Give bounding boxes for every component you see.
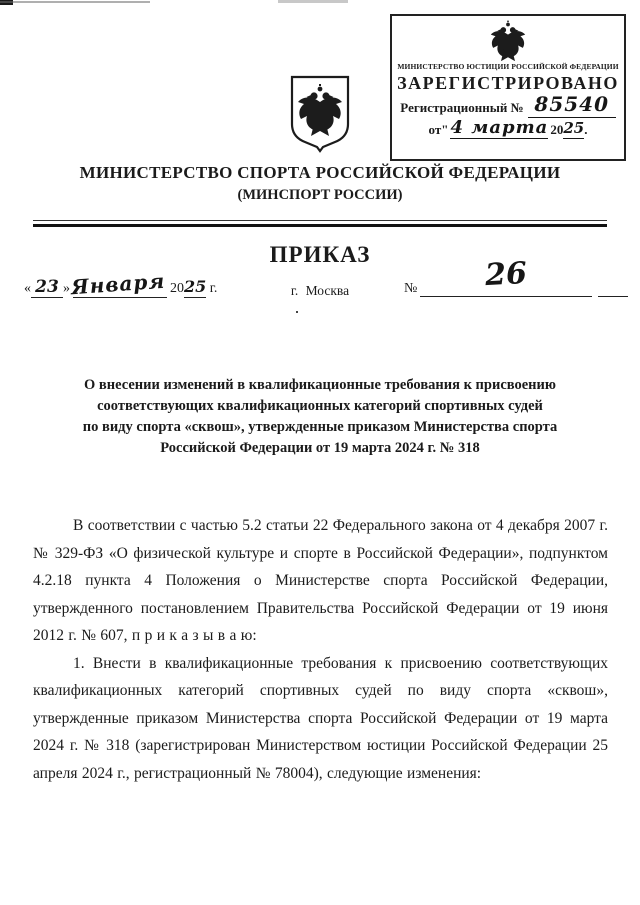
header-divider <box>33 220 607 227</box>
scan-artifact-dot <box>296 311 298 313</box>
date-quote-open: « <box>24 281 31 296</box>
stamp-registered-label: ЗАРЕГИСТРИРОВАНО <box>397 73 619 93</box>
stamp-registration-number-row <box>400 94 615 118</box>
letterhead <box>33 163 607 204</box>
ministry-short-name: (МИНСПОРТ РОССИИ) <box>237 187 403 203</box>
stamp-year-value: 25 <box>563 119 585 137</box>
number-value: 26 <box>484 255 529 294</box>
number-field-extra <box>598 279 628 297</box>
date-month-value: Января <box>70 268 166 300</box>
justice-eagle-icon <box>485 19 531 61</box>
body-paragraph-2: 1. Внести в квалификационные требования к присвоению соответствующих квалификационных категорий спортивных судей по виду спорта «сквош», утвержденные приказом Министерства спорта Российской Федерации от 19 марта 2024 г. № 318 (зарегистрирован Министерством юстиции Российской Федерации 25 апреля 2024 г., регистрационный № 78004), следующие изменения: <box>33 654 608 782</box>
stamp-quote-mark: " <box>441 122 449 137</box>
stamp-registration-number-label: Регистрационный № <box>400 100 524 115</box>
order-number <box>404 255 628 297</box>
stamp-year-prefix: 20 <box>550 122 564 137</box>
number-field <box>420 255 592 297</box>
order-subject <box>40 375 600 459</box>
date-year-suffix: г. <box>209 281 218 296</box>
number-sign: № <box>404 281 418 296</box>
stamp-ministry-name: МИНИСТЕРСТВО ЮСТИЦИИ РОССИЙСКОЙ ФЕДЕРАЦИИ <box>397 62 619 71</box>
ministry-name: МИНИСТЕРСТВО СПОРТА РОССИЙСКОЙ ФЕДЕРАЦИИ <box>79 163 561 182</box>
stamp-registration-number-value: 85540 <box>534 92 609 116</box>
date-quote-close: » <box>63 281 70 296</box>
stamp-date-field <box>450 119 548 139</box>
stamp-date-value: 4 марта <box>450 117 549 138</box>
subject-line-1: О внесении изменений в квалификационные требования к присвоению <box>84 377 556 393</box>
registration-stamp <box>390 14 626 161</box>
stamp-registration-number-field <box>528 94 616 118</box>
date-year-value: 25 <box>184 277 207 296</box>
scan-artifact-topdash <box>278 0 348 3</box>
stamp-from-label: от <box>428 122 442 137</box>
date-day-value: 23 <box>35 277 59 297</box>
subject-line-3: по виду спорта «сквош», утвержденные приказом Министерства спорта <box>82 419 558 435</box>
body-paragraph-1: В соответствии с частью 5.2 статьи 22 Федерального закона от 4 декабря 2007 г. № 329-ФЗ «О физической культуре и спорте в Российской Федерации», подпунктом 4.2.18 пункта 4 Положения о Министерстве спорта Российской Федерации, утвержденного постановлением Правительства Российской Федерации от 19 июня 2012 г. № 607, п р и к а з ы в а ю: <box>33 517 608 644</box>
order-body <box>33 512 608 787</box>
order-city: г. Москва <box>290 283 350 298</box>
stamp-date-row <box>429 119 588 139</box>
subject-line-4: Российской Федерации от 19 марта 2024 г. № 318 <box>160 440 480 456</box>
stamp-year-field <box>563 119 584 139</box>
stamp-period: . <box>584 122 588 137</box>
subject-line-2: соответствующих квалификационных категорий спортивных судей <box>97 398 543 414</box>
document-type-title: ПРИКАЗ <box>269 242 371 267</box>
date-year-prefix: 20 <box>170 281 184 296</box>
scan-artifact-topline <box>0 1 150 3</box>
russia-coat-of-arms <box>287 74 353 156</box>
